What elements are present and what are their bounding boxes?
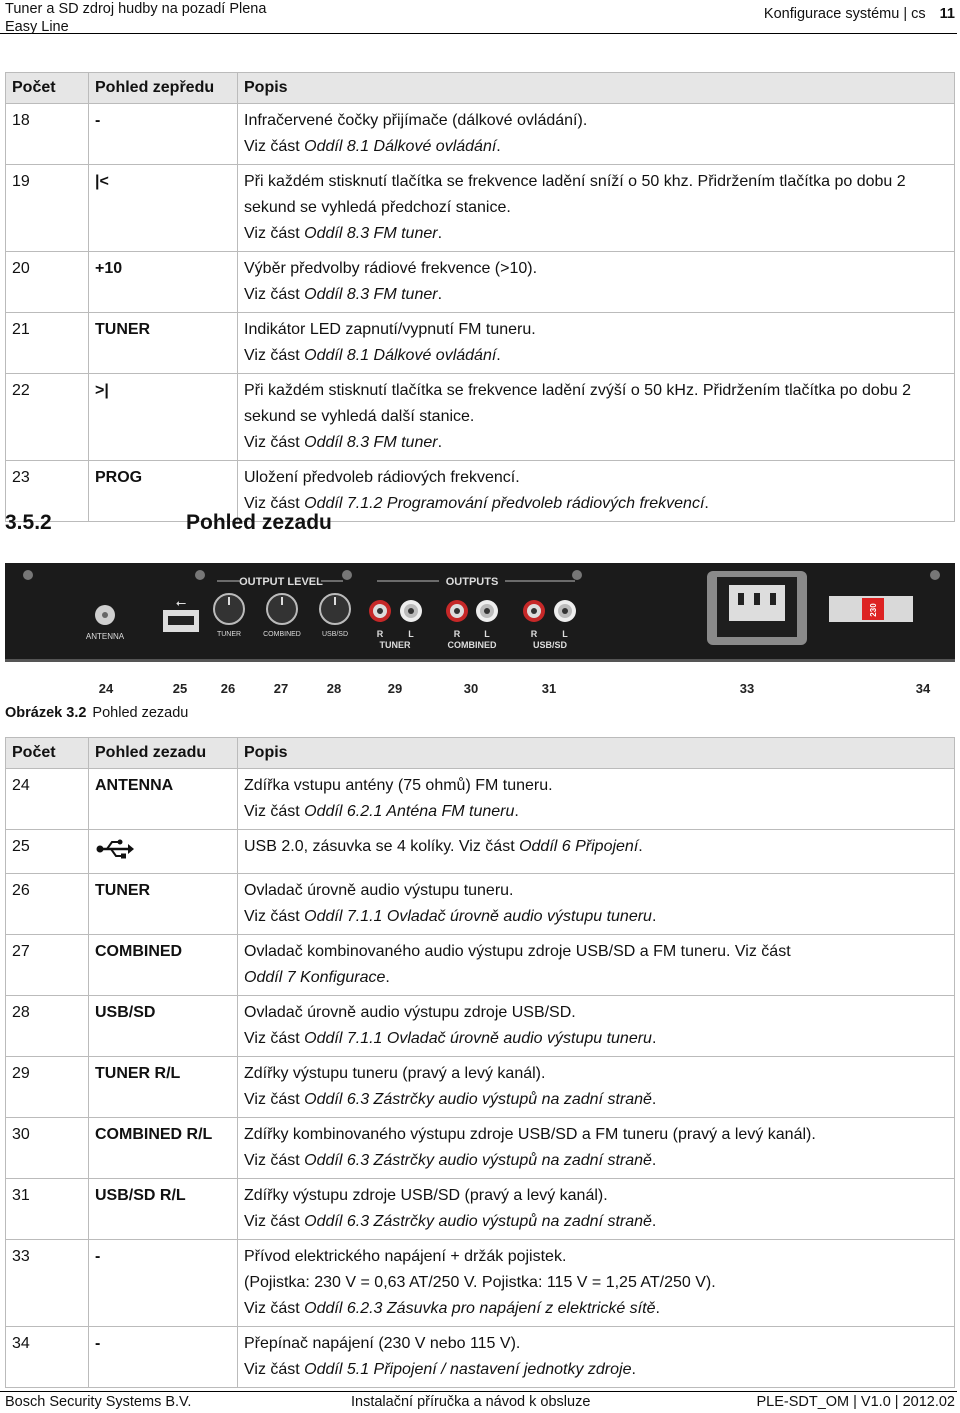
row-description	[238, 935, 955, 996]
cross-reference[interactable]: Viz část Oddíl 5.1 Připojení / nastavení jednotky zdroje.	[244, 1361, 636, 1378]
table-row	[6, 830, 955, 874]
rear-panel-figure	[5, 563, 955, 701]
table-row	[6, 1179, 955, 1240]
row-element: -	[89, 104, 238, 165]
description-text: Zdířka vstupu antény (75 ohmů) FM tuneru.	[244, 777, 553, 794]
footer-doc-id: PLE-SDT_OM | V1.0 | 2012.02	[756, 1394, 955, 1410]
svg-text:25: 25	[172, 681, 188, 696]
row-description	[238, 1240, 955, 1327]
row-number: 34	[6, 1327, 89, 1388]
antenna-label: ANTENNA	[85, 632, 125, 641]
svg-text:33: 33	[739, 681, 755, 696]
screw	[23, 570, 33, 580]
table-row	[6, 874, 955, 935]
usb-symbol: ⭠	[175, 596, 187, 611]
section-number: 3.5.2	[5, 511, 52, 534]
row-description	[238, 104, 955, 165]
svg-text:R: R	[453, 629, 461, 639]
row-element: |<	[89, 165, 238, 252]
rca-combined-r	[446, 600, 468, 622]
table-row	[6, 313, 955, 374]
table-row	[6, 1240, 955, 1327]
table-row	[6, 935, 955, 996]
cross-reference[interactable]: Viz část Oddíl 8.3 FM tuner.	[244, 286, 443, 303]
outputs-label: OUTPUTS	[445, 576, 499, 588]
section-title: Pohled zezadu	[186, 511, 332, 534]
cross-reference[interactable]: Viz část Oddíl 8.1 Dálkové ovládání.	[244, 138, 501, 155]
col-header-description: Popis	[238, 738, 955, 769]
cross-reference[interactable]: Viz část Oddíl 7.1.2 Programování předvoleb rádiových frekvencí.	[244, 495, 709, 512]
cross-reference[interactable]: Viz část Oddíl 7.1.1 Ovladač úrovně audio výstupu tuneru.	[244, 908, 657, 925]
caption-text: Pohled zezadu	[92, 705, 189, 721]
row-number: 29	[6, 1057, 89, 1118]
description-text: Ovladač kombinovaného audio výstupu zdroje USB/SD a FM tuneru. Viz část	[244, 943, 791, 960]
rca-usbsd-l	[554, 600, 576, 622]
row-number: 18	[6, 104, 89, 165]
col-header-description: Popis	[238, 73, 955, 104]
cross-reference[interactable]: Viz část Oddíl 7.1.1 Ovladač úrovně audio výstupu tuneru.	[244, 1030, 657, 1047]
row-element: TUNER	[89, 313, 238, 374]
row-element: COMBINED	[89, 935, 238, 996]
footer-doc-title: Instalační příručka a návod k obsluze	[351, 1394, 591, 1410]
svg-text:27: 27	[273, 681, 289, 696]
row-element: TUNER R/L	[89, 1057, 238, 1118]
row-number: 33	[6, 1240, 89, 1327]
knob-usbsd-label: USB/SD	[321, 631, 349, 638]
rear-view-table	[5, 737, 955, 1388]
svg-text:R: R	[376, 629, 384, 639]
description-text: Výběr předvolby rádiové frekvence (>10).	[244, 260, 538, 277]
svg-text:R: R	[530, 629, 538, 639]
row-number: 19	[6, 165, 89, 252]
cross-reference[interactable]: Viz část Oddíl 8.3 FM tuner.	[244, 225, 443, 242]
knob-usbsd	[320, 594, 350, 624]
description-text: Ovladač úrovně audio výstupu zdroje USB/SD.	[244, 1004, 576, 1021]
cross-reference[interactable]: Oddíl 6 Připojení.	[519, 838, 643, 855]
footer-company: Bosch Security Systems B.V.	[5, 1394, 192, 1410]
row-description	[238, 874, 955, 935]
figure-caption	[5, 705, 188, 721]
table-row	[6, 1118, 955, 1179]
voltage-label: 230	[869, 603, 878, 617]
description-text-2: (Pojistka: 230 V = 0,63 AT/250 V. Pojistka: 115 V = 1,25 AT/250 V).	[244, 1274, 716, 1291]
description-text: Přepínač napájení (230 V nebo 115 V).	[244, 1335, 521, 1352]
row-element: +10	[89, 252, 238, 313]
table-row	[6, 374, 955, 461]
description-text: USB 2.0, zásuvka se 4 kolíky. Viz část	[244, 838, 520, 855]
knob-combined-label: COMBINED	[263, 631, 301, 638]
screw	[342, 570, 352, 580]
group-combined-label: COMBINED	[447, 640, 497, 650]
cross-reference[interactable]: Viz část Oddíl 6.3 Zástrčky audio výstupů na zadní straně.	[244, 1213, 657, 1230]
description-text: Přívod elektrického napájení + držák pojistek.	[244, 1248, 567, 1265]
row-number: 22	[6, 374, 89, 461]
screw	[930, 570, 940, 580]
row-description	[238, 1057, 955, 1118]
table-row	[6, 165, 955, 252]
svg-text:L: L	[562, 629, 568, 639]
row-description	[238, 1179, 955, 1240]
description-text: Při každém stisknutí tlačítka se frekvence ladění zvýší o 50 kHz. Přidržením tlačítka po dobu 2 sekund se vyhledá další stanice.	[244, 382, 911, 425]
row-element: PROG	[89, 461, 238, 522]
col-header-view: Pohled zepředu	[89, 73, 238, 104]
svg-text:26: 26	[220, 681, 236, 696]
row-number: 28	[6, 996, 89, 1057]
knob-tuner-label: TUNER	[216, 631, 242, 638]
cross-reference[interactable]: Viz část Oddíl 8.1 Dálkové ovládání.	[244, 347, 501, 364]
cross-reference[interactable]: Viz část Oddíl 6.3 Zástrčky audio výstupů na zadní straně.	[244, 1091, 657, 1108]
description-text: Zdířky výstupu tuneru (pravý a levý kanál).	[244, 1065, 546, 1082]
col-header-count: Počet	[6, 738, 89, 769]
title-line-2: Easy Line	[5, 19, 69, 35]
caption-label: Obrázek 3.2	[5, 705, 87, 721]
row-description	[238, 252, 955, 313]
cross-reference[interactable]: Oddíl 7 Konfigurace.	[244, 969, 390, 986]
svg-text:L: L	[408, 629, 414, 639]
row-description	[238, 769, 955, 830]
svg-text:29: 29	[387, 681, 403, 696]
row-description	[238, 996, 955, 1057]
rca-tuner-r	[369, 600, 391, 622]
section-heading	[5, 511, 332, 535]
cross-reference[interactable]: Viz část Oddíl 6.2.3 Zásuvka pro napájení z elektrické sítě.	[244, 1300, 660, 1317]
rca-tuner-l	[400, 600, 422, 622]
svg-text:30: 30	[463, 681, 479, 696]
row-description	[238, 1118, 955, 1179]
page-footer	[0, 1391, 957, 1410]
row-element: USB/SD R/L	[89, 1179, 238, 1240]
rca-combined-l	[476, 600, 498, 622]
section-label: Konfigurace systému | cs	[763, 6, 926, 22]
callout-numbers	[99, 681, 931, 696]
svg-text:28: 28	[326, 681, 342, 696]
page-number: 11	[939, 6, 955, 22]
row-number: 20	[6, 252, 89, 313]
screw	[572, 570, 582, 580]
row-description	[238, 461, 955, 522]
cross-reference[interactable]: Viz část Oddíl 8.3 FM tuner.	[244, 434, 443, 451]
row-element: -	[89, 1240, 238, 1327]
row-description	[238, 1327, 955, 1388]
usb-icon	[95, 838, 135, 860]
svg-text:31: 31	[541, 681, 557, 696]
row-description	[238, 313, 955, 374]
row-description	[238, 374, 955, 461]
row-element: USB/SD	[89, 996, 238, 1057]
knob-tuner	[214, 594, 244, 624]
group-usbsd-label: USB/SD	[532, 640, 568, 650]
description-text: Indikátor LED zapnutí/vypnutí FM tuneru.	[244, 321, 536, 338]
row-number: 23	[6, 461, 89, 522]
col-header-view: Pohled zezadu	[89, 738, 238, 769]
description-text: Zdířky kombinovaného výstupu zdroje USB/SD a FM tuneru (pravý a levý kanál).	[244, 1126, 816, 1143]
row-element: >|	[89, 374, 238, 461]
svg-text:24: 24	[98, 681, 114, 696]
table-row	[6, 104, 955, 165]
svg-text:34: 34	[915, 681, 931, 696]
rca-usbsd-r	[523, 600, 545, 622]
document-title	[5, 0, 266, 36]
description-text: Ovladač úrovně audio výstupu tuneru.	[244, 882, 514, 899]
table-row	[6, 769, 955, 830]
description-text: Infračervené čočky přijímače (dálkové ovládání).	[244, 112, 588, 129]
row-number: 26	[6, 874, 89, 935]
row-element	[89, 830, 238, 874]
row-element: -	[89, 1327, 238, 1388]
table-row	[6, 1327, 955, 1388]
page-header	[0, 0, 957, 34]
cross-reference[interactable]: Viz část Oddíl 6.2.1 Anténa FM tuneru.	[244, 803, 519, 820]
output-level-label: OUTPUT LEVEL	[239, 576, 323, 588]
title-line-1: Tuner a SD zdroj hudby na pozadí Plena	[5, 1, 267, 17]
col-header-count: Počet	[6, 73, 89, 104]
row-element: TUNER	[89, 874, 238, 935]
svg-text:L: L	[484, 629, 490, 639]
group-tuner-label: TUNER	[379, 640, 411, 650]
row-description	[238, 830, 955, 874]
header-section	[764, 6, 955, 22]
row-element: ANTENNA	[89, 769, 238, 830]
table-row	[6, 252, 955, 313]
table-row	[6, 996, 955, 1057]
row-element: COMBINED R/L	[89, 1118, 238, 1179]
row-number: 24	[6, 769, 89, 830]
knob-combined	[267, 594, 297, 624]
row-number: 30	[6, 1118, 89, 1179]
row-number: 25	[6, 830, 89, 874]
description-text: Při každém stisknutí tlačítka se frekvence ladění sníží o 50 khz. Přidržením tlačítka po dobu 2 sekund se vyhledá předchozí stanice.	[244, 173, 906, 216]
table-row	[6, 1057, 955, 1118]
row-number: 31	[6, 1179, 89, 1240]
row-description	[238, 165, 955, 252]
cross-reference[interactable]: Viz část Oddíl 6.3 Zástrčky audio výstupů na zadní straně.	[244, 1152, 657, 1169]
description-text: Zdířky výstupu zdroje USB/SD (pravý a levý kanál).	[244, 1187, 608, 1204]
description-text: Uložení předvoleb rádiových frekvencí.	[244, 469, 520, 486]
row-number: 21	[6, 313, 89, 374]
row-number: 27	[6, 935, 89, 996]
front-view-table	[5, 72, 955, 522]
panel-edge	[5, 659, 955, 662]
screw	[195, 570, 205, 580]
